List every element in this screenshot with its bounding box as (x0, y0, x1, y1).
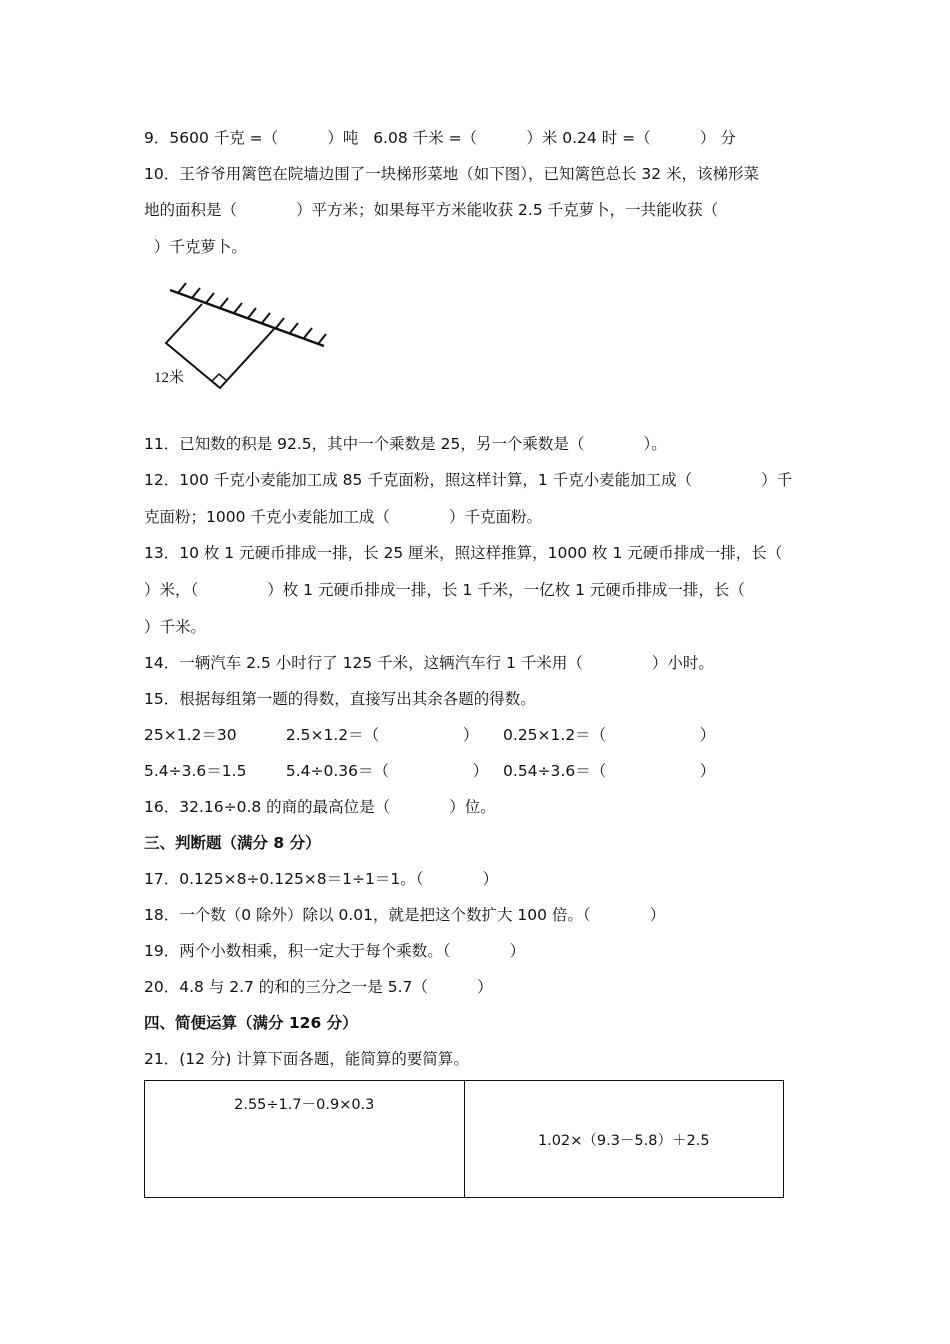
question-10-line-3: ）千克萝卜。 (144, 238, 247, 256)
question-15-row-1: 25×1.2＝30 2.5×1.2＝（ ） 0.25×1.2＝（ ） (144, 726, 716, 744)
question-13-line-3: ）千米。 (144, 618, 207, 636)
question-11: 11．已知数的积是 92.5，其中一个乘数是 25，另一个乘数是（ ）。 (144, 435, 667, 453)
calc-expression-1: 2.55÷1.7－0.9×0.3 (234, 1097, 375, 1113)
question-16: 16．32.16÷0.8 的商的最高位是（ ）位。 (144, 798, 496, 816)
question-13-line-2: ）米，（ ）枚 1 元硬币排成一排，长 1 千米，一亿枚 1 元硬币排成一排，长（ (144, 581, 745, 599)
question-18: 18．一个数（0 除外）除以 0.01，就是把这个数扩大 100 倍。（ ） (144, 906, 666, 924)
question-12-line-1: 12．100 千克小麦能加工成 85 千克面粉，照这样计算，1 千克小麦能加工成（ ）千 (144, 471, 793, 489)
question-9: 9．5600 千克 =（ ）吨 6.08 千米 =（ ）米 0.24 时 =（ ） 分 (144, 129, 736, 147)
question-13-line-1: 13．10 枚 1 元硬币排成一排，长 25 厘米，照这样推算，1000 枚 1 元硬币排成一排，长（ (144, 544, 783, 562)
question-21: 21．(12 分) 计算下面各题，能简算的要简算。 (144, 1050, 469, 1068)
question-10-line-1: 10．王爷爷用篱笆在院墙边围了一块梯形菜地（如下图），已知篱笆总长 32 米，该梯形菜 (144, 165, 760, 183)
calc-cell-1 (145, 1081, 465, 1198)
wall-line (170, 290, 324, 346)
question-14: 14．一辆汽车 2.5 小时行了 125 千米，这辆汽车行 1 千米用（ ）小时。 (144, 654, 714, 672)
calc-cell-2 (464, 1081, 784, 1198)
question-20: 20．4.8 与 2.7 的和的三分之一是 5.7（ ） (144, 978, 493, 996)
question-15: 15．根据每组第一题的得数，直接写出其余各题的得数。 (144, 690, 536, 708)
calc-expression-2: 1.02×（9.3－5.8）＋2.5 (537, 1132, 710, 1149)
section-4-heading: 四、简便运算（满分 126 分） (144, 1014, 358, 1032)
right-angle-mark (212, 374, 226, 381)
side-length-label: 12米 (154, 370, 185, 386)
calculation-row (145, 1081, 784, 1198)
wall-hatching (178, 283, 326, 344)
question-17: 17．0.125×8÷0.125×8＝1÷1＝1。（ ） (144, 870, 499, 888)
question-15-row-2: 5.4÷3.6＝1.5 5.4÷0.36＝（ ） 0.54÷3.6＝（ ） (144, 762, 716, 780)
question-12-line-2: 克面粉；1000 千克小麦能加工成（ ）千克面粉。 (144, 508, 542, 526)
calculation-table (144, 1080, 784, 1198)
question-10-line-2: 地的面积是（ ）平方米；如果每平方米能收获 2.5 千克萝卜，一共能收获（ (144, 201, 719, 219)
section-3-heading: 三、判断题（满分 8 分） (144, 834, 321, 852)
question-19: 19．两个小数相乘，积一定大于每个乘数。（ ） (144, 942, 526, 960)
trapezoid-garden-diagram (150, 278, 350, 398)
